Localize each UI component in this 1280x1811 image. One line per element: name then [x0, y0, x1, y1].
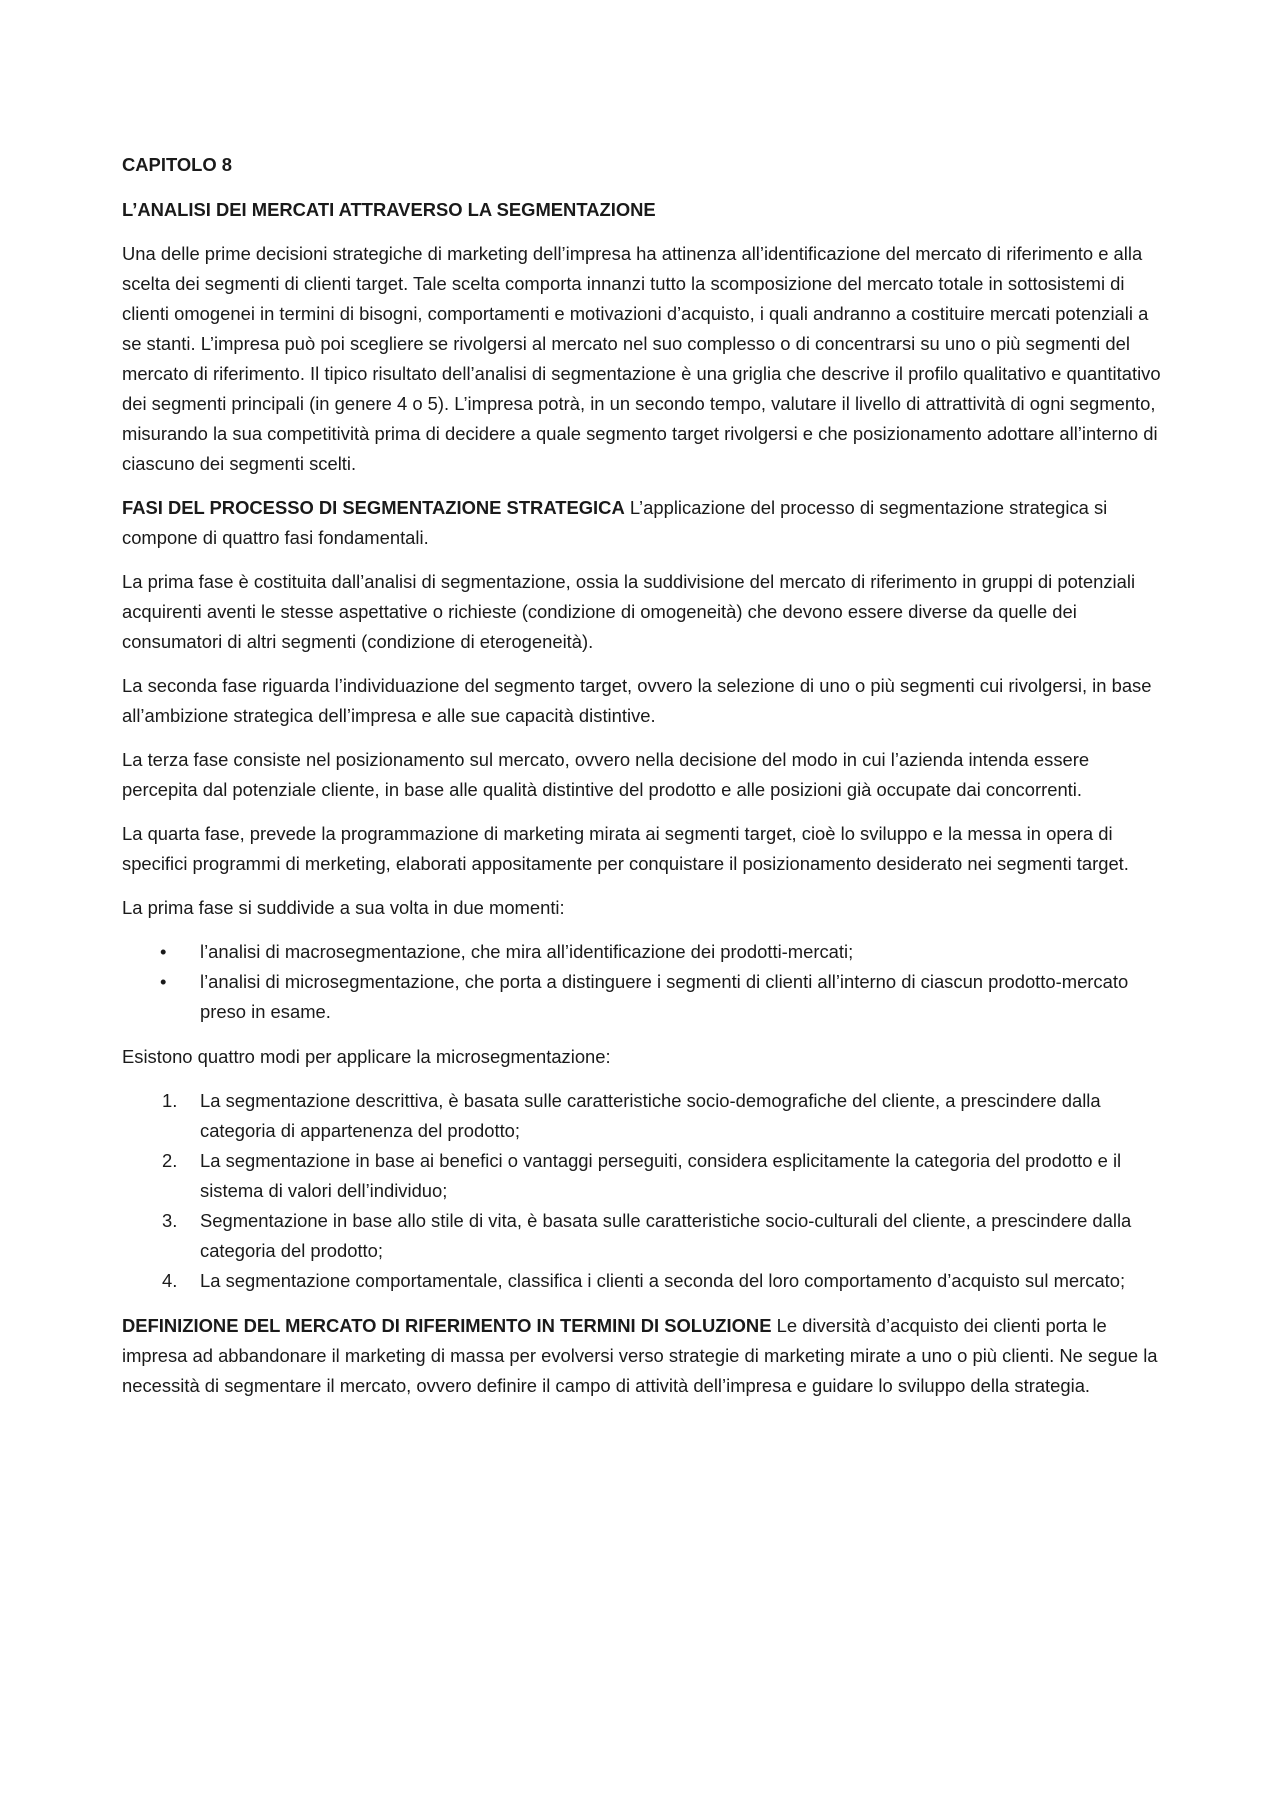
phases-heading: FASI DEL PROCESSO DI SEGMENTAZIONE STRATEGICA: [122, 497, 625, 518]
list-item-text: La segmentazione in base ai benefici o vantaggi perseguiti, considera esplicitamente la categoria del prodotto e il sistema di valori dell’individuo;: [200, 1150, 1122, 1201]
bullet-marker: •: [160, 971, 167, 992]
phase-2-paragraph: La seconda fase riguarda l’individuazione del segmento target, ovvero la selezione di uno o più segmenti cui rivolgersi, in base all’ambizione strategica dell’impresa e alle sue capacità distintive.: [122, 675, 1152, 726]
list-item-text: La segmentazione comportamentale, classifica i clienti a seconda del loro comportamento d’acquisto sul mercato;: [200, 1270, 1126, 1291]
chapter-title: CAPITOLO 8: [122, 154, 233, 175]
phase-1-paragraph: La prima fase è costituita dall’analisi di segmentazione, ossia la suddivisione del mercato di riferimento in gruppi di potenziali acquirenti aventi le stesse aspettative o richieste (condizione di omogeneità) che devono essere diverse da quelle dei consumatori di altri segmenti (condizione di eterogeneità).: [122, 571, 1136, 652]
list-item: [122, 1146, 1162, 1206]
number-marker: 4.: [162, 1270, 178, 1291]
list-item: [122, 1206, 1162, 1266]
list-item-text: Segmentazione in base allo stile di vita, è basata sulle caratteristiche socio-culturali del cliente, a prescindere dalla categoria del prodotto;: [200, 1210, 1132, 1261]
section-title: L’ANALISI DEI MERCATI ATTRAVERSO LA SEGMENTAZIONE: [122, 199, 656, 220]
list-item-text: l’analisi di microsegmentazione, che porta a distinguere i segmenti di clienti all’interno di ciascun prodotto-mercato preso in esame.: [200, 971, 1129, 1022]
phase-3-paragraph: La terza fase consiste nel posizionamento sul mercato, ovvero nella decisione del modo in cui l’azienda intenda essere percepita dal potenziale cliente, in base alle qualità distintive del prodotto e alle posizioni già occupate dai concorrenti.: [122, 749, 1090, 800]
micro-intro-paragraph: Esistono quattro modi per applicare la microsegmentazione:: [122, 1046, 611, 1067]
bullet-marker: •: [160, 941, 167, 962]
number-marker: 1.: [162, 1090, 178, 1111]
intro-paragraph: Una delle prime decisioni strategiche di marketing dell’impresa ha attinenza all’identificazione del mercato di riferimento e alla scelta dei segmenti di clienti target. Tale scelta comporta innanzi tutto la scomposizione del mercato totale in sottosistemi di clienti omogenei in termini di bisogni, comportamenti e motivazioni d’acquisto, i quali andranno a costituire mercati potenziali a se stanti. L’impresa può poi scegliere se rivolgersi al mercato nel suo complesso o di concentrarsi su uno o più segmenti del mercato di riferimento. Il tipico risultato dell’analisi di segmentazione è una griglia che descrive il profilo qualitativo e quantitativo dei segmenti principali (in genere 4 o 5). L’impresa potrà, in un secondo tempo, valutare il livello di attrattività di ogni segmento, misurando la sua competitività prima di decidere a quale segmento target rivolgersi e che posizionamento adottare all’interno di ciascuno dei segmenti scelti.: [122, 243, 1161, 474]
list-item: [122, 937, 1162, 967]
phases-intro: L’applicazione del processo di segmentazione strategica si compone di quattro fasi fondamentali.: [122, 497, 1108, 548]
number-marker: 2.: [162, 1150, 178, 1171]
definition-text: Le diversità d’acquisto dei clienti porta le impresa ad abbandonare il marketing di massa per evolversi verso strategie di marketing mirate a uno o più clienti. Ne segue la necessità di segmentare il mercato, ovvero definire il campo di attività dell’impresa e guidare lo sviluppo della strategia.: [122, 1315, 1158, 1396]
document-page: [122, 150, 1162, 1415]
phase-4-paragraph: La quarta fase, prevede la programmazione di marketing mirata ai segmenti target, cioè lo sviluppo e la messa in opera di specifici programmi di merketing, elaborati appositamente per conquistare il posizionamento desiderato nei segmenti target.: [122, 823, 1129, 874]
list-item: [122, 1086, 1162, 1146]
definition-paragraph: [122, 1311, 1162, 1401]
segmentation-bullet-list: [122, 937, 1162, 1027]
microsegmentation-numbered-list: [122, 1086, 1162, 1296]
definition-heading: DEFINIZIONE DEL MERCATO DI RIFERIMENTO IN TERMINI DI SOLUZIONE: [122, 1315, 772, 1336]
number-marker: 3.: [162, 1210, 178, 1231]
phases-paragraph: [122, 493, 1162, 553]
list-item: [122, 967, 1162, 1027]
list-item-text: La segmentazione descrittiva, è basata sulle caratteristiche socio-demografiche del cliente, a prescindere dalla categoria di appartenenza del prodotto;: [200, 1090, 1101, 1141]
first-phase-split-paragraph: La prima fase si suddivide a sua volta in due momenti:: [122, 897, 565, 918]
list-item-text: l’analisi di macrosegmentazione, che mira all’identificazione dei prodotti-mercati;: [200, 941, 854, 962]
list-item: [122, 1266, 1162, 1296]
